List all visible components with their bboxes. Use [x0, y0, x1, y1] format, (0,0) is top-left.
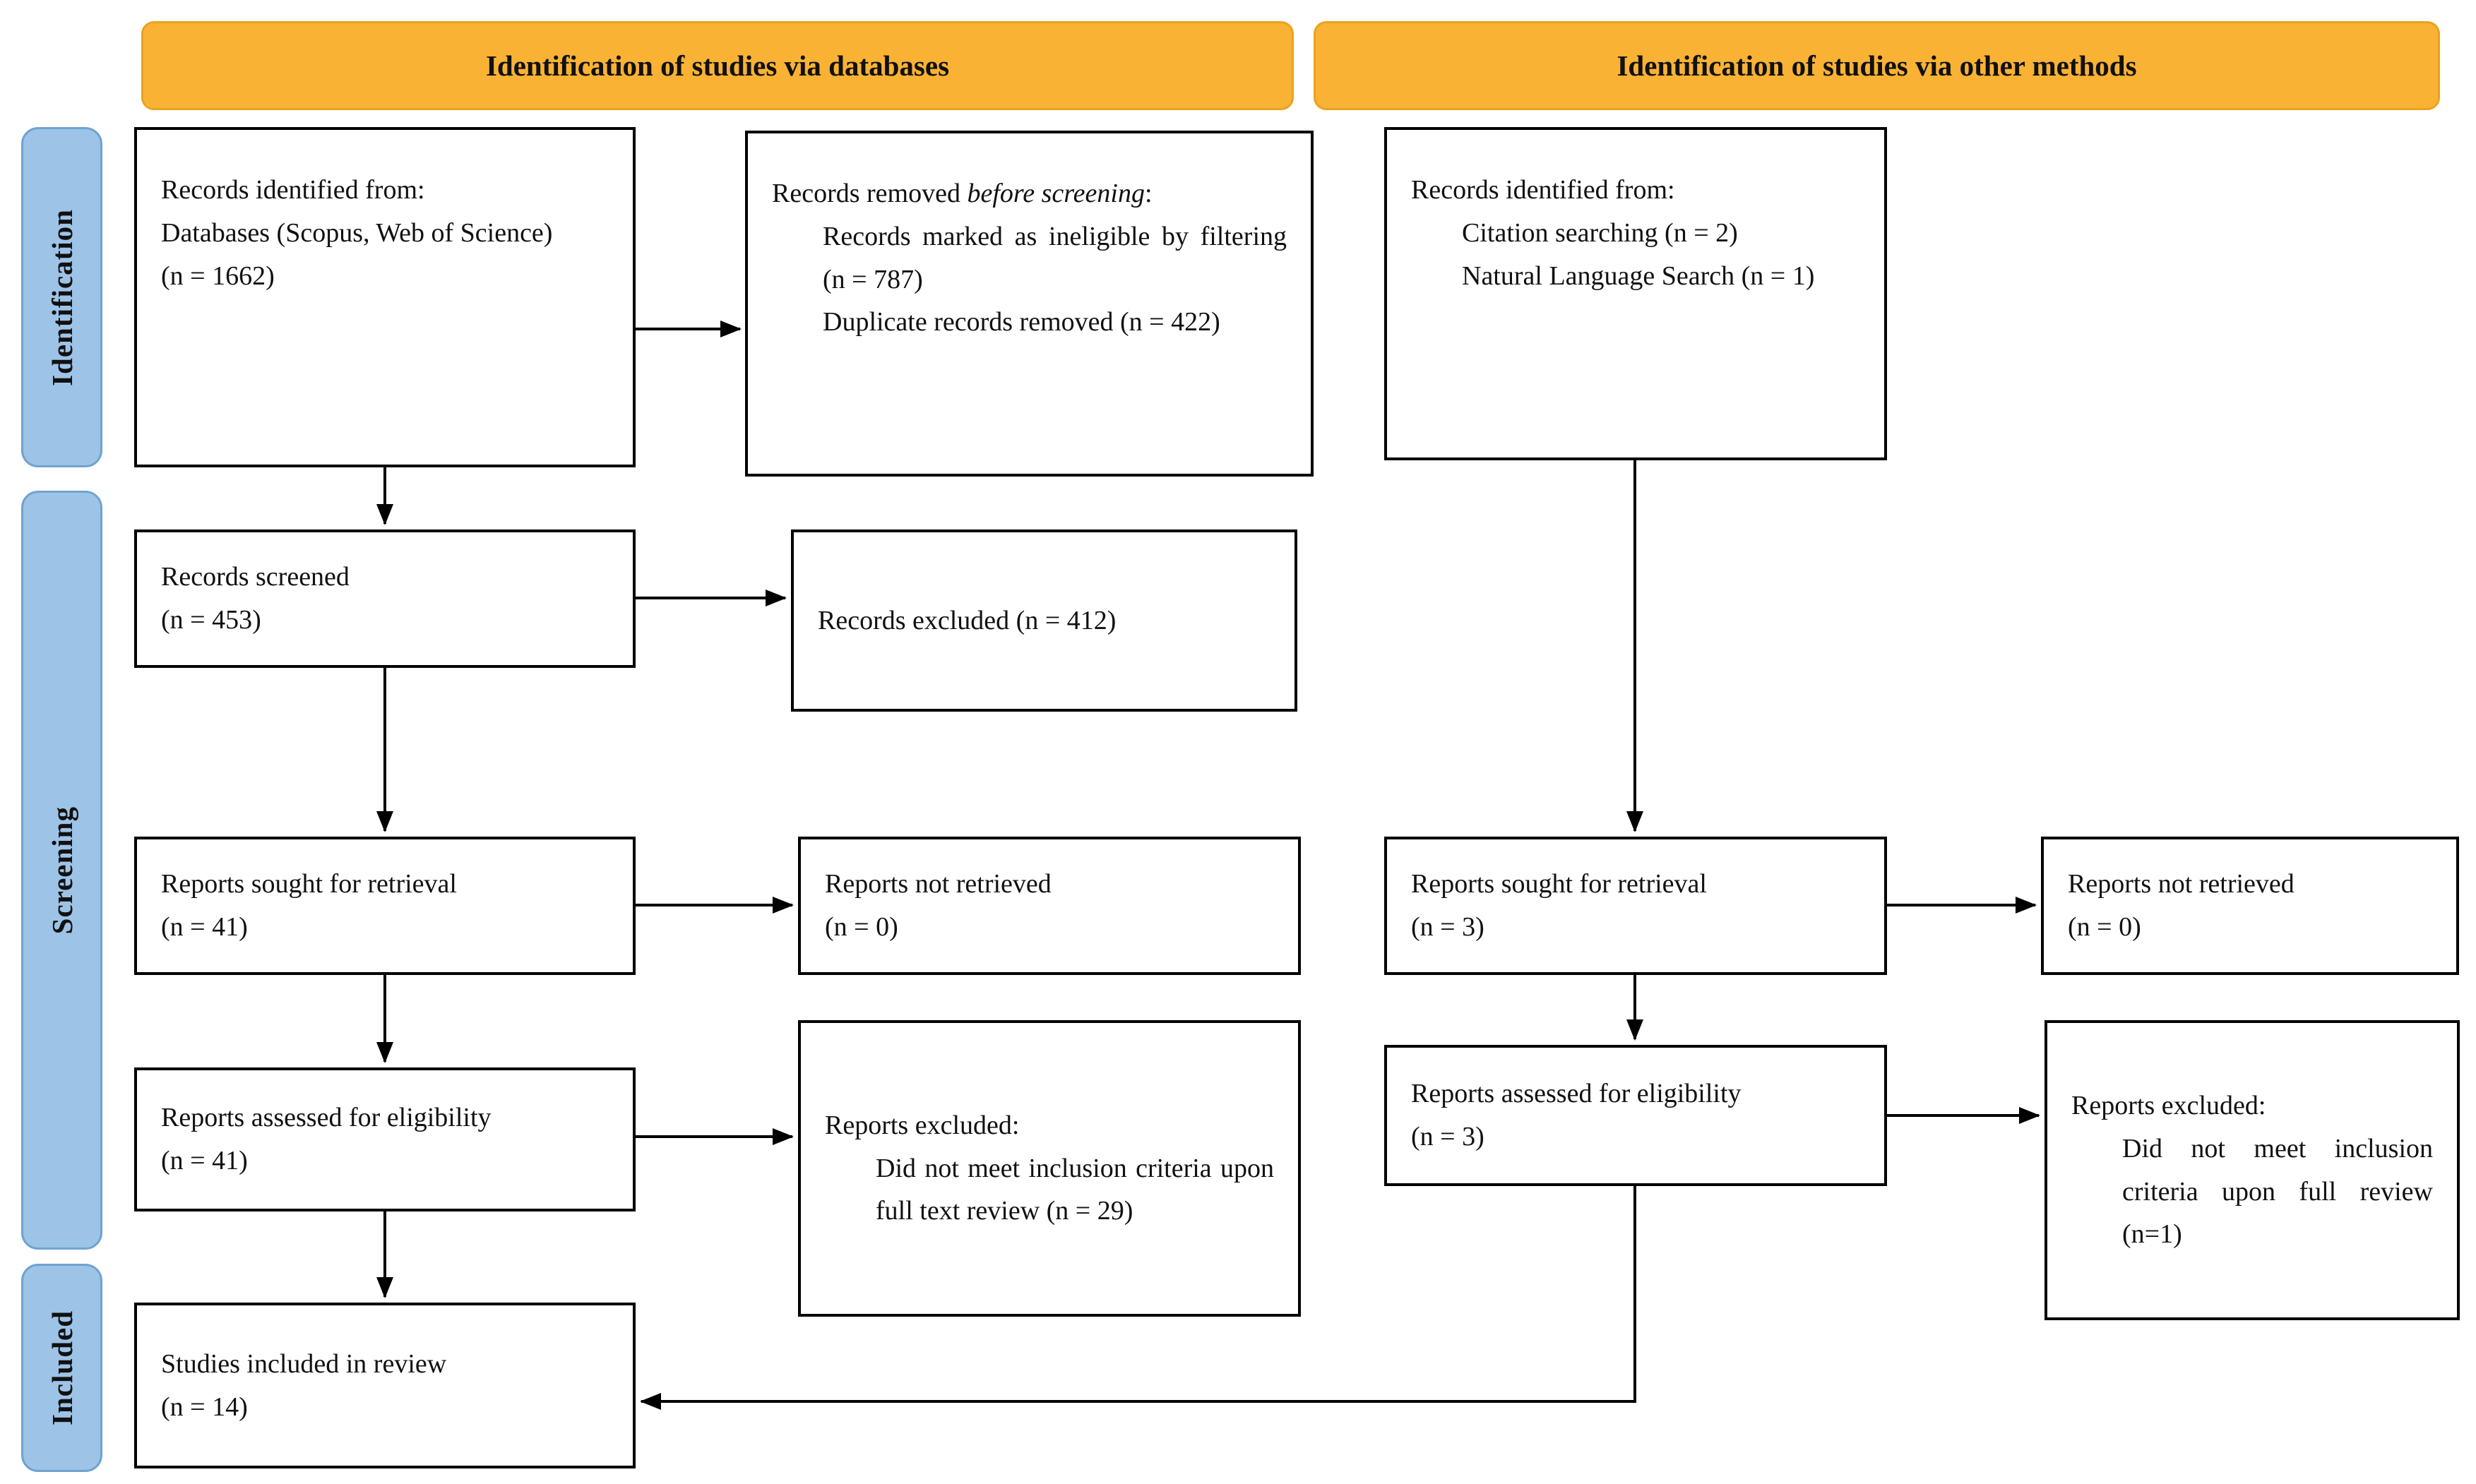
- box-text-line: Reports assessed for eligibility: [1411, 1079, 1742, 1109]
- stage-label-screening: [21, 491, 102, 1250]
- box-reports-sought-databases: [134, 837, 636, 975]
- box-text-line: Reports sought for retrieval: [1411, 869, 1707, 899]
- box-text-line: (n = 0): [825, 912, 898, 942]
- stage-label-included: [21, 1264, 102, 1472]
- records-removed-suffix: :: [1144, 179, 1153, 208]
- box-text-line: Records identified from:: [1411, 175, 1675, 205]
- box-records-identified-other: [1384, 127, 1887, 460]
- box-text-line: Reports not retrieved: [2068, 869, 2295, 899]
- box-reports-excluded-other: [2045, 1020, 2460, 1320]
- box-text-line: (n = 1662): [161, 261, 275, 291]
- box-text-line: Natural Language Search (n = 1): [1462, 261, 1815, 291]
- stage-label-identification-text: Identification: [45, 208, 78, 386]
- box-text-line: Duplicate records removed (n = 422): [823, 307, 1220, 337]
- header-identification-via-databases-text: Identification of studies via databases: [485, 49, 950, 82]
- box-text-line: Studies included in review: [161, 1348, 447, 1379]
- box-text-line: (n = 41): [161, 1146, 248, 1175]
- box-reports-excluded-databases: [798, 1020, 1301, 1317]
- box-text-line: Records marked as ineligible by filtering (n = 787): [823, 221, 1287, 294]
- box-text-line: Records screened: [161, 562, 350, 592]
- box-text-line: (n = 3): [1411, 1122, 1484, 1151]
- box-text-line: (n = 41): [161, 912, 248, 942]
- box-records-excluded: [791, 529, 1297, 712]
- box-text-line: Reports assessed for eligibility: [161, 1103, 492, 1133]
- box-records-identified-databases: [134, 127, 636, 467]
- box-reports-assessed-databases: [134, 1067, 636, 1211]
- box-text-line: [772, 172, 1287, 215]
- box-text-line: Citation searching (n = 2): [1462, 217, 1738, 248]
- box-records-screened: [134, 529, 636, 668]
- box-reports-assessed-other: [1384, 1045, 1887, 1186]
- box-text-line: (n = 0): [2068, 912, 2141, 942]
- box-studies-included: [134, 1303, 636, 1468]
- box-text-line: Did not meet inclusion criteria upon full review (n=1): [2122, 1133, 2433, 1250]
- box-text-line: Records identified from:: [161, 175, 425, 205]
- stage-label-included-text: Included: [45, 1310, 78, 1425]
- header-identification-via-other-methods: [1314, 21, 2440, 110]
- box-text-line: Records excluded (n = 412): [818, 605, 1117, 635]
- box-text-line: (n = 3): [1411, 912, 1484, 942]
- box-records-removed-before-screening: [745, 131, 1314, 477]
- box-text-line: Reports excluded:: [2071, 1090, 2266, 1120]
- box-reports-sought-other: [1384, 837, 1887, 975]
- box-text-line: Did not meet inclusion criteria upon full text review (n = 29): [876, 1153, 1274, 1226]
- records-removed-italic: before screening: [967, 179, 1145, 208]
- box-text-line: Databases (Scopus, Web of Science): [161, 217, 553, 248]
- records-removed-prefix: Records removed: [772, 179, 968, 208]
- box-text-line: Reports excluded:: [825, 1110, 1020, 1140]
- box-text-line: Reports not retrieved: [825, 869, 1052, 899]
- stage-label-screening-text: Screening: [45, 806, 78, 935]
- stage-label-identification: [21, 127, 102, 467]
- box-text-line: (n = 14): [161, 1392, 248, 1422]
- box-text-line: (n = 453): [161, 605, 261, 635]
- box-reports-not-retrieved-other: [2041, 837, 2459, 975]
- box-text-line: Reports sought for retrieval: [161, 869, 457, 899]
- header-identification-via-other-methods-text: Identification of studies via other methods: [1617, 49, 2137, 82]
- box-reports-not-retrieved-databases: [798, 837, 1301, 975]
- header-identification-via-databases: [141, 21, 1294, 110]
